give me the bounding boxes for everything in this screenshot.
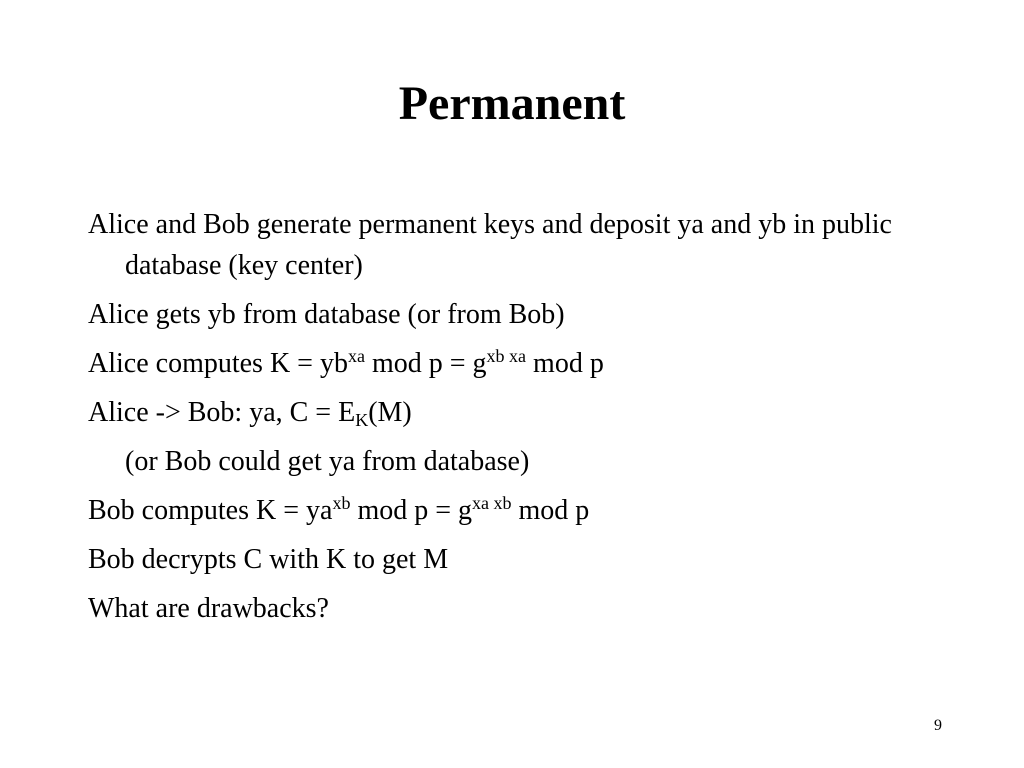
bullet-text: (M) [368,397,412,428]
superscript: xa [347,346,365,366]
bullet-text: mod p [511,495,590,526]
superscript: xb [332,493,351,513]
bullet-text: Alice computes K = yb [88,348,348,379]
bullet-line: Bob decrypts C with K to get M [88,544,449,575]
bullet-line: What are drawbacks? [88,593,329,624]
slide-body [88,204,928,637]
bullet-text: Alice -> Bob: ya, C = E [88,397,356,428]
bullet-text: mod p [526,348,604,379]
superscript: xa xb [472,493,512,513]
page-number: 9 [934,717,942,734]
subscript: K [355,410,369,430]
bullet-text: mod p = g [350,495,473,526]
bullet-line: Alice and Bob generate permanent keys and deposit ya and yb in public database (key center) [88,209,892,281]
superscript: xb xa [486,346,527,366]
slide-title: Permanent [398,77,626,130]
bullet-line [88,343,928,384]
bullet-line: Alice gets yb from database (or from Bob) [88,299,565,330]
bullet-text: mod p = g [364,348,487,379]
bullet-line [88,490,928,531]
bullet-text: Bob computes K = ya [88,495,333,526]
sub-bullet-line: (or Bob could get ya from database) [125,446,530,477]
bullet-line [88,392,928,433]
